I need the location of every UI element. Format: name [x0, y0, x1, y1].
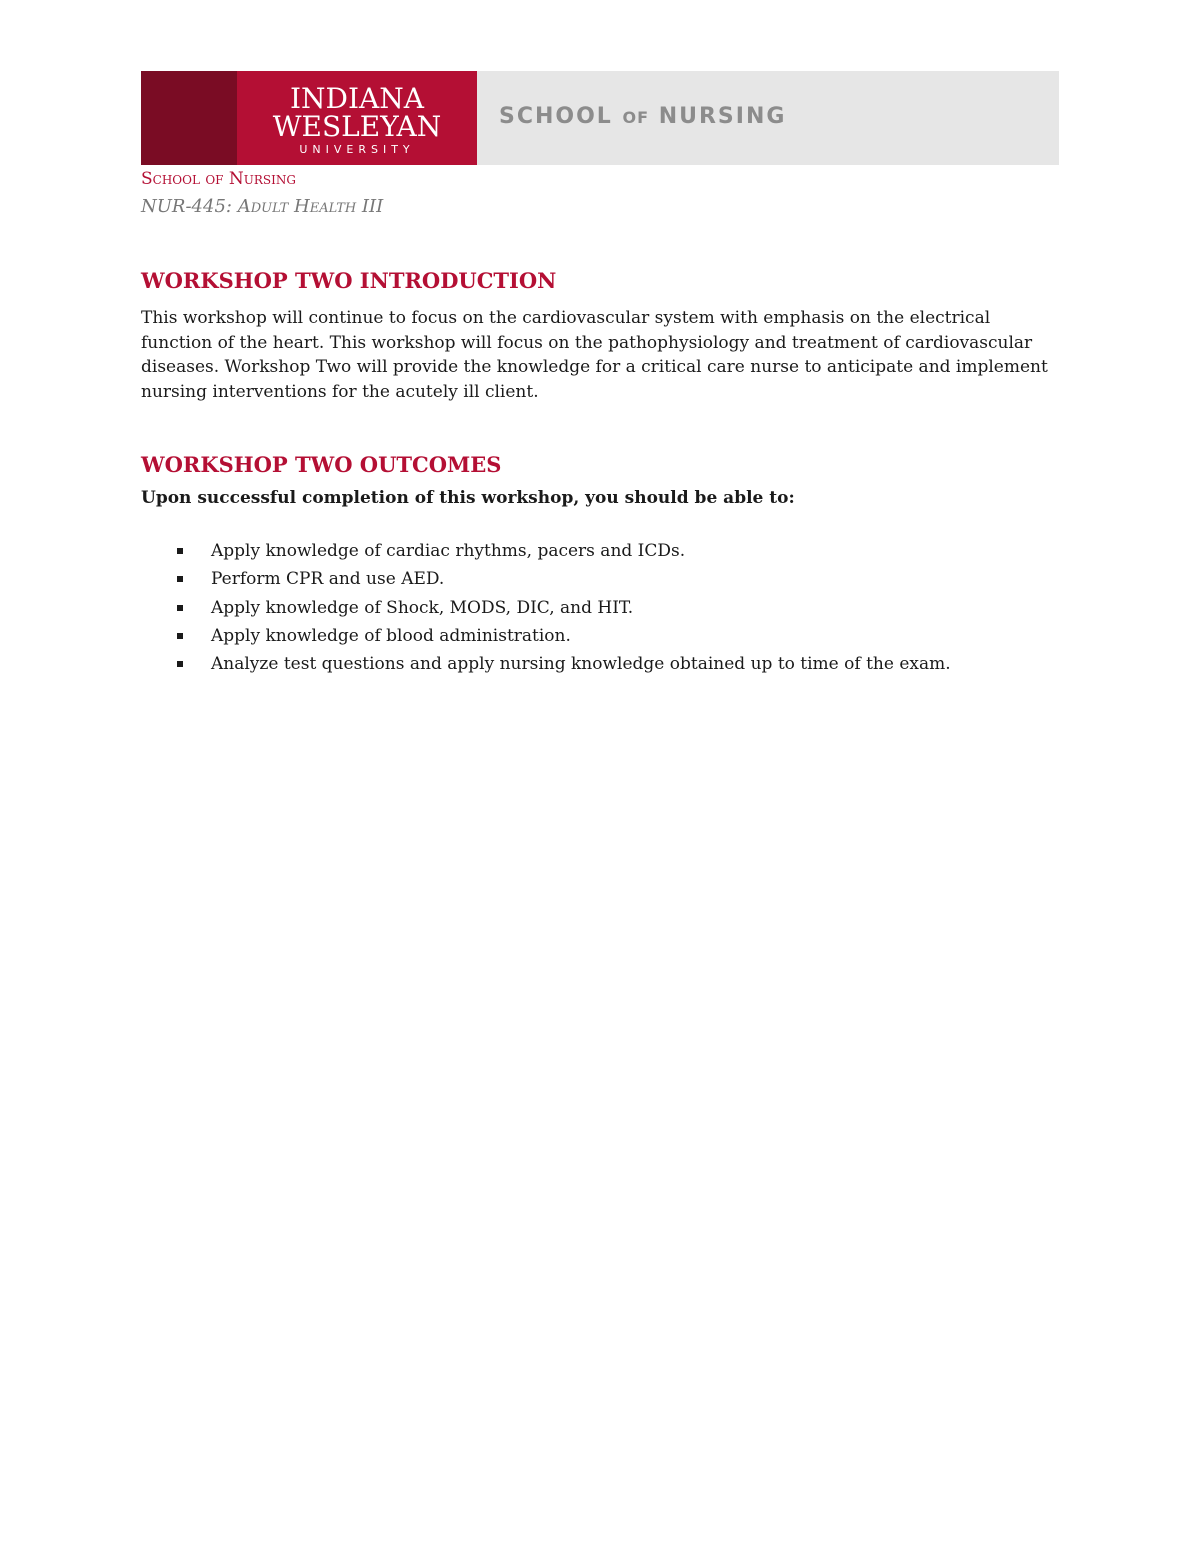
list-item-text: Apply knowledge of cardiac rhythms, pacers and ICDs. [211, 541, 686, 561]
outcomes-lead: Upon successful completion of this workshop, you should be able to: [141, 488, 795, 508]
list-item-text: Apply knowledge of Shock, MODS, DIC, and HIT. [211, 597, 634, 618]
banner-school-word: SCHOOL [499, 104, 613, 129]
list-item [141, 565, 951, 593]
logo-line-wesleyan: WESLEYAN [272, 110, 442, 143]
list-item [141, 537, 951, 565]
course-title: NUR-445: Adult Health III [141, 196, 384, 217]
list-item-text: Perform CPR and use AED. [211, 569, 445, 590]
outcomes-heading: WORKSHOP TWO OUTCOMES [141, 452, 502, 477]
university-logo [237, 71, 477, 165]
bullet-icon [177, 633, 183, 639]
list-item-text: Apply knowledge of blood administration. [211, 625, 571, 646]
bullet-icon [177, 576, 183, 582]
logo-line-indiana: INDIANA [289, 82, 424, 115]
logo-line-university: UNIVERSITY [299, 143, 415, 156]
intro-paragraph: This workshop will continue to focus on the cardiovascular system with emphasis on the electrical function of the heart. This workshop will focus on the pathophysiology and treatment of cardiovascular diseases. Workshop Two will provide the knowledge for a critical care nurse to anticipate and implement nursing interventions for the acutely ill client. [141, 308, 1048, 402]
banner-dark-block [141, 71, 237, 165]
outcomes-list [141, 537, 951, 678]
intro-heading: WORKSHOP TWO INTRODUCTION [141, 268, 557, 293]
bullet-icon [177, 661, 183, 667]
banner-school-title [499, 104, 786, 129]
list-item [141, 594, 951, 622]
banner-nursing-word: NURSING [658, 104, 787, 129]
school-name: School of Nursing [141, 169, 296, 189]
bullet-icon [177, 605, 183, 611]
list-item [141, 650, 951, 678]
banner-of-word: OF [622, 108, 650, 127]
bullet-icon [177, 548, 183, 554]
list-item-text: Analyze test questions and apply nursing knowledge obtained up to time of the exam. [211, 654, 951, 675]
header-banner [141, 71, 1059, 165]
list-item [141, 622, 951, 650]
